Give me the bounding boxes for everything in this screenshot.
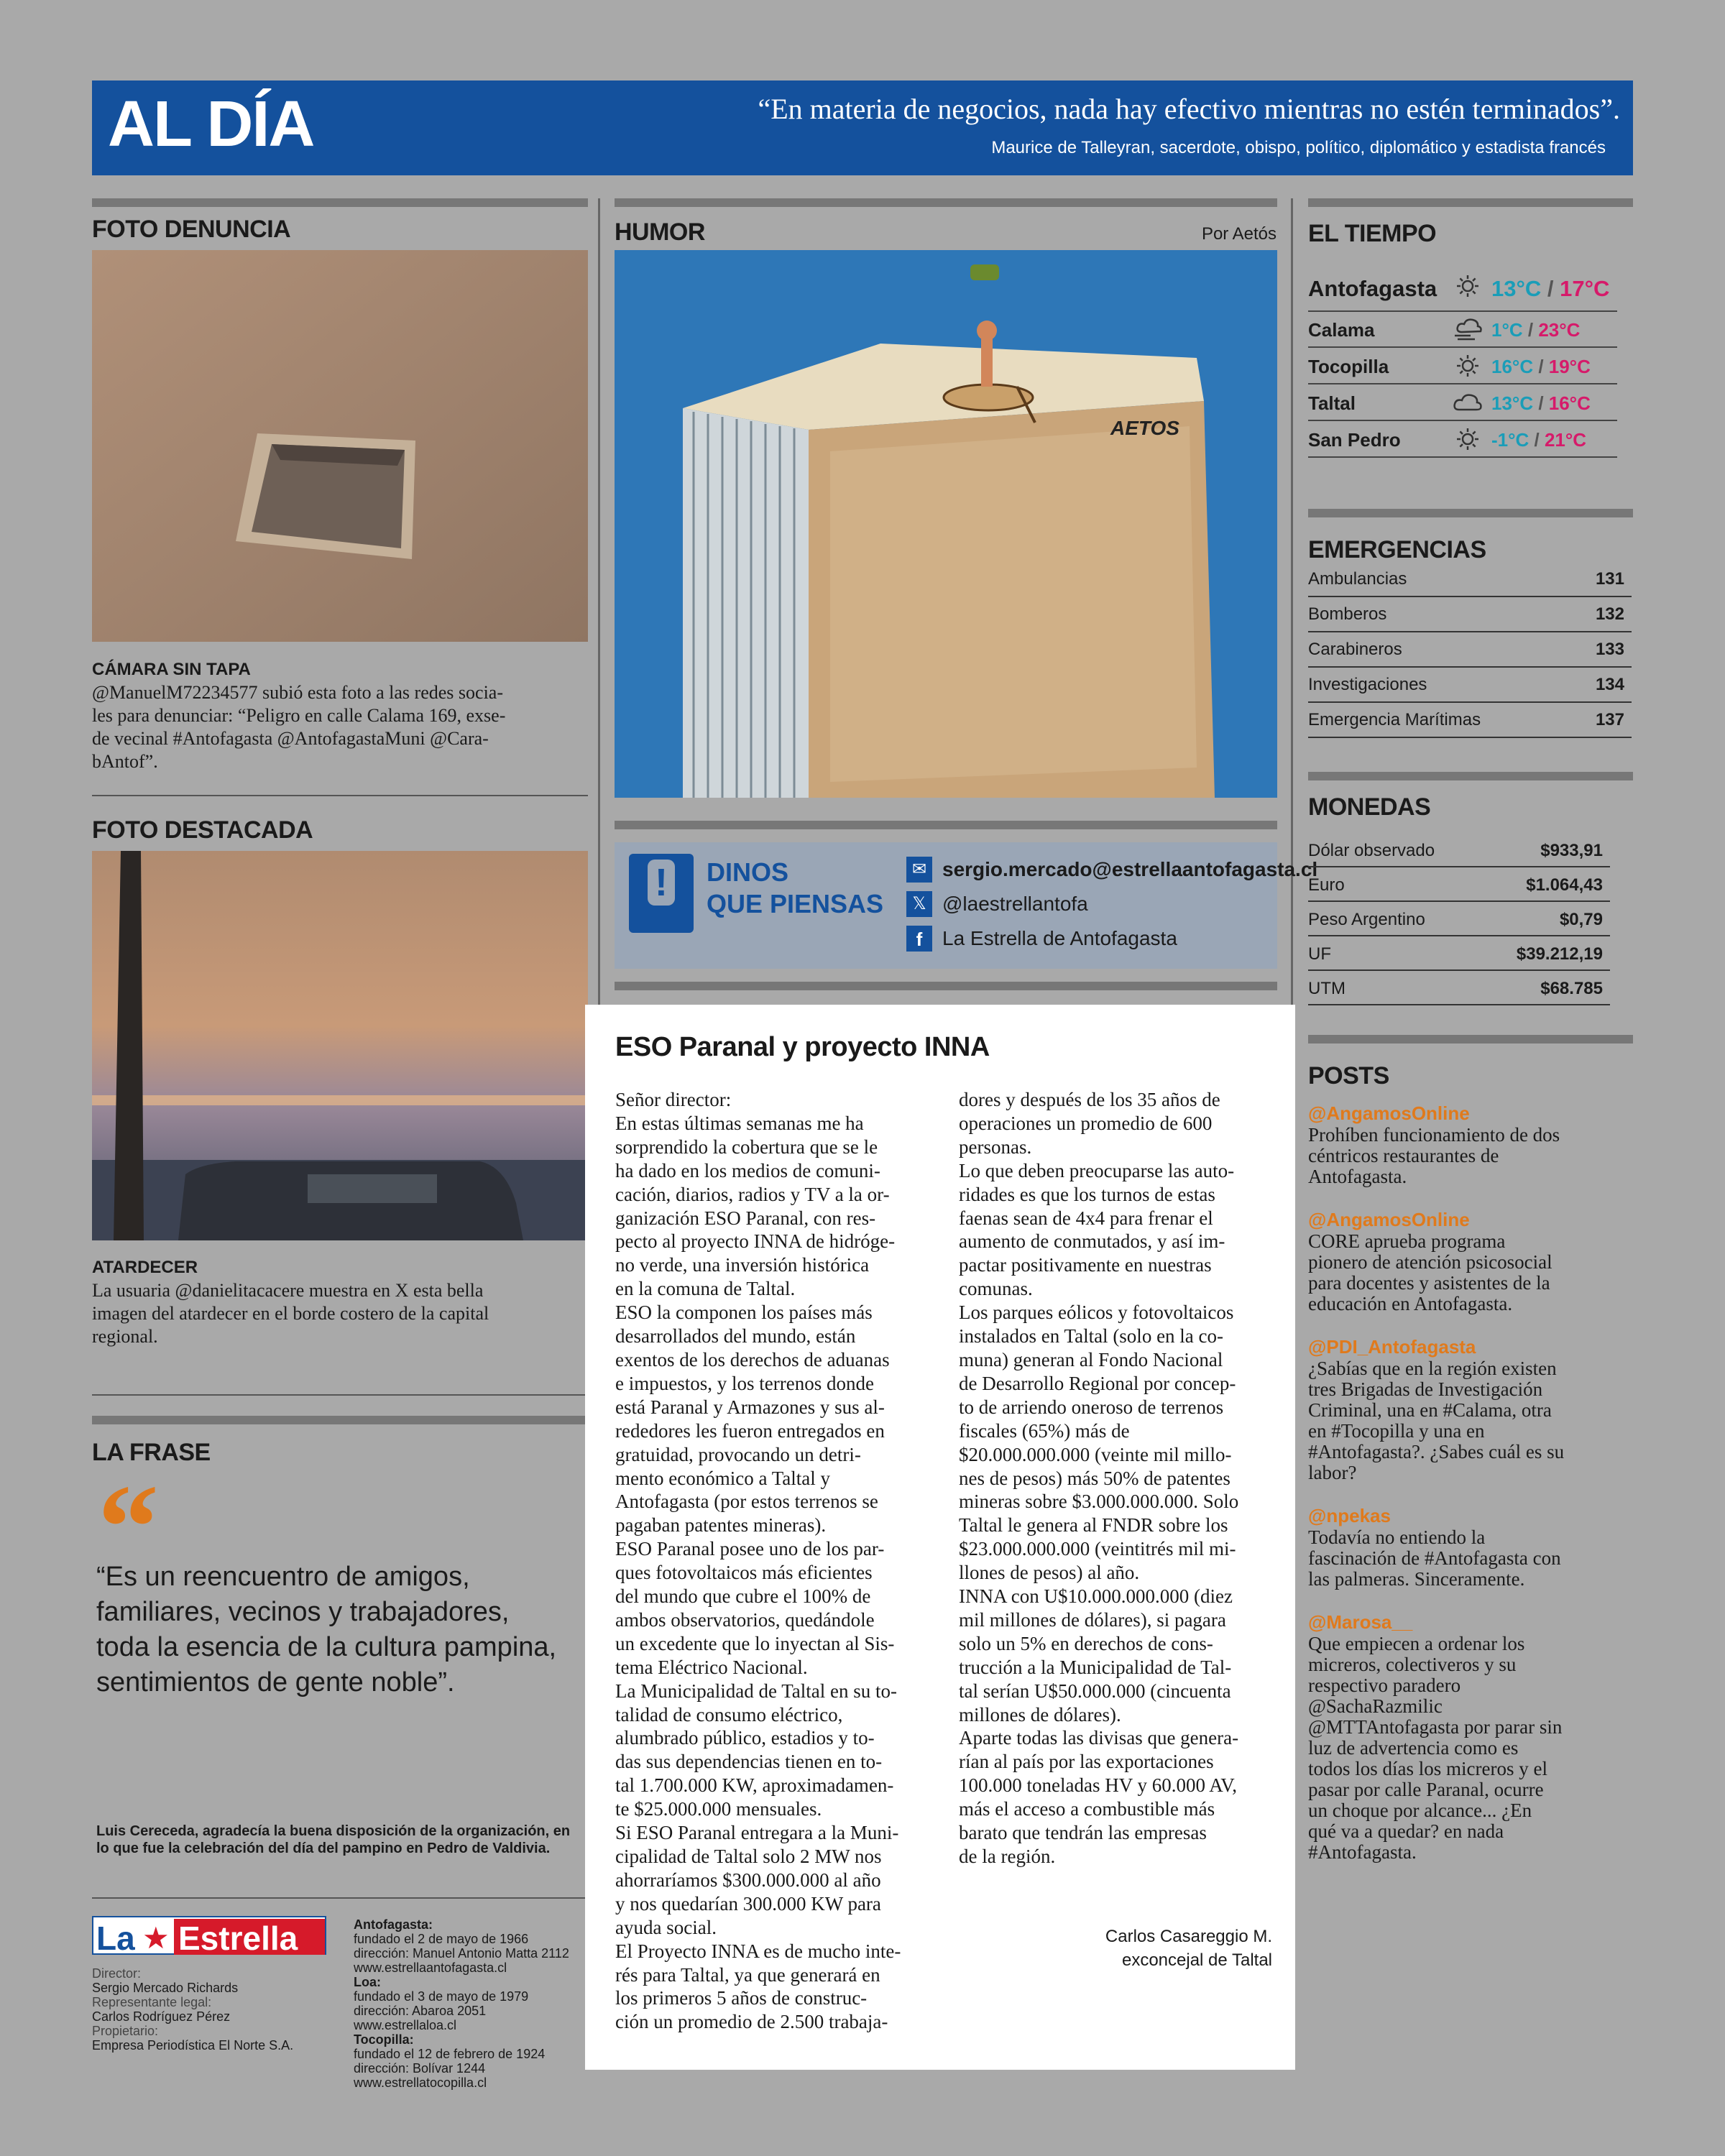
- weather-row: [1308, 422, 1617, 458]
- masthead-staff: [92, 1966, 322, 2053]
- weather-row: [1308, 385, 1617, 421]
- cartoon-signature: AETOS: [1110, 417, 1179, 439]
- post-line: pionero de atención psicosocial: [1308, 1251, 1552, 1273]
- letter-line: to de arriendo oneroso de terrenos: [959, 1396, 1224, 1418]
- letter-line: dores y después de los 35 años de: [959, 1089, 1220, 1110]
- letter-line: $23.000.000.000 (veintitrés mil mi-: [959, 1538, 1236, 1560]
- weather-temps: [1491, 319, 1580, 341]
- temp-max: 23°C: [1538, 319, 1581, 341]
- post-item: [1308, 1102, 1624, 1187]
- letter-line: nes de pesos) más 50% de patentes: [959, 1467, 1230, 1489]
- post-handle[interactable]: @PDI_Antofagasta: [1308, 1336, 1476, 1358]
- post-line: CORE aprueba programa: [1308, 1230, 1506, 1252]
- post-line: Que empiecen a ordenar los: [1308, 1633, 1525, 1654]
- temp-max: 19°C: [1548, 356, 1591, 377]
- letter-line: rededores les fueron entregados en: [615, 1419, 885, 1442]
- weather-temps: [1491, 392, 1591, 415]
- letter-line: ambos observatorios, quedándole: [615, 1608, 875, 1631]
- letter-line: Aparte todas las divisas que genera-: [959, 1727, 1239, 1749]
- letter-signature: Carlos Casareggio M. exconcejal de Taltal: [1105, 1927, 1272, 1970]
- post-handle[interactable]: @AngamosOnline: [1308, 1209, 1470, 1230]
- section-rule: [1308, 509, 1633, 517]
- letter-line: aumento de conmutados, y así im-: [959, 1230, 1225, 1253]
- weather-temps: [1491, 356, 1591, 378]
- post-item: [1308, 1209, 1624, 1314]
- post-handle[interactable]: @Marosa__: [1308, 1611, 1413, 1633]
- section-rule: [1308, 1035, 1633, 1044]
- letter-line: La Municipalidad de Taltal en su to-: [615, 1680, 898, 1702]
- post-line: labor?: [1308, 1462, 1357, 1483]
- currency-name: Dólar observado: [1308, 841, 1435, 860]
- section-rule: [92, 1416, 588, 1424]
- divider: [92, 795, 588, 796]
- currency-row: [1308, 868, 1610, 902]
- foto-denuncia-caption-title: CÁMARA SIN TAPA: [92, 660, 251, 679]
- letter-line: te $25.000.000 mensuales.: [615, 1798, 822, 1820]
- emergency-number[interactable]: 137: [1595, 710, 1624, 729]
- letter-line: Taltal le genera al FNDR sobre los: [959, 1514, 1228, 1537]
- letter-line: El Proyecto INNA es de mucho inte-: [615, 1940, 901, 1962]
- monedas-heading: MONEDAS: [1308, 793, 1431, 821]
- emergency-row: [1308, 703, 1632, 738]
- section-rule: [615, 198, 1277, 207]
- letter-line: comunas.: [959, 1278, 1033, 1300]
- post-item: [1308, 1611, 1624, 1863]
- letter-line: Si ESO Paranal entregara a la Muni-: [615, 1822, 899, 1844]
- letter-line: más el acceso a combustible más: [959, 1798, 1215, 1820]
- section-title: AL DÍA: [108, 88, 314, 160]
- letter-line: INNA con U$10.000.000.000 (diez: [959, 1585, 1233, 1608]
- letter-line: $20.000.000.000 (veinte mil millo-: [959, 1443, 1232, 1465]
- cloud-wind-icon: [1452, 316, 1484, 342]
- letter-line: millones de dólares).: [959, 1703, 1121, 1726]
- post-line: micreros, colectiveros y su: [1308, 1654, 1517, 1675]
- letter-line: mineras sobre $3.000.000.000. Solo: [959, 1491, 1239, 1513]
- temp-separator: /: [1533, 392, 1549, 414]
- star-icon: ★: [142, 1921, 170, 1955]
- sun-icon: [1452, 353, 1484, 379]
- emergency-name: Carabineros: [1308, 640, 1402, 659]
- weather-row: [1308, 312, 1617, 348]
- dinos-box: [615, 842, 1318, 969]
- letter-line: ques fotovoltaicos más eficientes: [615, 1562, 873, 1584]
- emergency-number[interactable]: 132: [1595, 604, 1624, 624]
- humor-byline: Por Aetós: [1201, 224, 1276, 244]
- cloud-icon: [1452, 390, 1484, 415]
- dinos-x-handle[interactable]: @laestrellantofa: [942, 893, 1088, 915]
- post-line: #Antofagasta?. ¿Sabes cuál es su: [1308, 1441, 1565, 1462]
- office-line: dirección: Manuel Antonio Matta 2112: [354, 1946, 569, 1961]
- weather-table: [1308, 269, 1633, 463]
- letter-column-1: [615, 1088, 946, 2034]
- weather-city: Antofagasta: [1308, 276, 1438, 301]
- currency-value: $68.785: [1540, 979, 1603, 998]
- facebook-icon: f: [906, 926, 932, 952]
- divider: [92, 1394, 588, 1396]
- letter-line: operaciones un promedio de 600: [959, 1112, 1213, 1134]
- office-line: fundado el 2 de mayo de 1966: [354, 1932, 529, 1946]
- office-line: www.estrellaloa.cl: [354, 2018, 457, 2032]
- emergency-row: [1308, 562, 1632, 597]
- letter-line: barato que tendrán las empresas: [959, 1822, 1207, 1844]
- temp-separator: /: [1541, 276, 1560, 301]
- post-line: #Antofagasta.: [1308, 1841, 1417, 1863]
- emergency-name: Ambulancias: [1308, 569, 1407, 589]
- letter-line: solo un 5% en derechos de cons-: [959, 1632, 1213, 1654]
- post-line: en #Tocopilla y una en: [1308, 1420, 1485, 1442]
- emergency-row: [1308, 668, 1632, 703]
- quote-mark-icon: “: [98, 1460, 159, 1595]
- currency-row: [1308, 972, 1610, 1005]
- section-rule: [1308, 772, 1633, 780]
- weather-row: [1308, 349, 1617, 384]
- post-line: tres Brigadas de Investigación: [1308, 1378, 1543, 1400]
- letter-line: fiscales (65%) más de: [959, 1419, 1130, 1442]
- post-line: un choque por alcance... ¿En: [1308, 1800, 1532, 1821]
- letter-line: de la región.: [959, 1846, 1056, 1867]
- dinos-facebook[interactable]: La Estrella de Antofagasta: [942, 927, 1177, 949]
- letter-line: gratuidad, provocando un detri-: [615, 1443, 861, 1465]
- letter-line: tema Eléctrico Nacional.: [615, 1656, 808, 1678]
- letter-line: llones de pesos) al año.: [959, 1562, 1140, 1584]
- post-line: céntricos restaurantes de: [1308, 1145, 1499, 1166]
- post-line: @SachaRazmilic: [1308, 1695, 1443, 1717]
- tiempo-heading: EL TIEMPO: [1308, 220, 1437, 247]
- staff-value: Empresa Periodística El Norte S.A.: [92, 2038, 294, 2053]
- humor-cartoon: [615, 250, 1277, 798]
- letter-line: trucción a la Municipalidad de Tal-: [959, 1656, 1232, 1678]
- letter-line: instalados en Taltal (solo en la co-: [959, 1325, 1224, 1348]
- letter-line: ha dado en los medios de comuni-: [615, 1159, 880, 1181]
- emergency-name: Bomberos: [1308, 604, 1387, 624]
- letter-line: sorprendido la cobertura que se le: [615, 1135, 878, 1158]
- temp-min: 16°C: [1491, 356, 1534, 377]
- banner-quote-author: Maurice de Talleyran, sacerdote, obispo, político, diplomático y estadista francés: [991, 138, 1606, 157]
- currency-row: [1308, 834, 1610, 867]
- temp-min: 13°C: [1491, 276, 1542, 301]
- office-line: dirección: Abaroa 2051: [354, 2004, 487, 2018]
- post-line: todos los días los micreros y el: [1308, 1758, 1547, 1779]
- weather-row: [1308, 269, 1617, 312]
- temp-min: 13°C: [1491, 392, 1534, 414]
- letter-line: en la comuna de Taltal.: [615, 1278, 796, 1300]
- post-line: Prohíben funcionamiento de dos: [1308, 1124, 1560, 1146]
- post-line: @MTTAntofagasta por parar sin: [1308, 1716, 1563, 1738]
- section-rule: [92, 198, 588, 207]
- temp-separator: /: [1529, 429, 1545, 451]
- letter-line: tal 1.700.000 KW, aproximadamen-: [615, 1774, 894, 1797]
- section-rule: [1308, 198, 1633, 207]
- letter-line: e impuestos, y los terrenos donde: [615, 1372, 874, 1394]
- post-line: respectivo paradero: [1308, 1674, 1461, 1696]
- letter-line: das sus dependencias tienen en to-: [615, 1751, 883, 1773]
- letter-line: un excedente que lo inyectan al Sis-: [615, 1632, 895, 1654]
- temp-min: -1°C: [1491, 429, 1530, 451]
- letter-line: de Desarrollo Regional por concep-: [959, 1372, 1236, 1394]
- letter-line: cación, diarios, radios y TV a la or-: [615, 1183, 890, 1205]
- foto-denuncia-heading: FOTO DENUNCIA: [92, 216, 291, 243]
- posts-heading: POSTS: [1308, 1062, 1389, 1089]
- emergency-number[interactable]: 131: [1595, 569, 1624, 589]
- letter-line: faenas sean de 4x4 para frenar el: [959, 1207, 1213, 1229]
- emergency-name: Investigaciones: [1308, 675, 1427, 694]
- letter-line: Lo que deben preocuparse las auto-: [959, 1159, 1235, 1181]
- page-banner: [92, 80, 1633, 175]
- weather-city: Tocopilla: [1308, 356, 1389, 377]
- office-line: www.estrellatocopilla.cl: [354, 2076, 487, 2090]
- letter-line: mento económico a Taltal y: [615, 1467, 831, 1489]
- dinos-title: DINOS QUE PIENSAS: [707, 857, 884, 918]
- mail-icon: ✉: [906, 857, 932, 883]
- post-handle[interactable]: @npekas: [1308, 1505, 1391, 1526]
- post-line: para docentes y asistentes de la: [1308, 1272, 1550, 1294]
- currency-name: Euro: [1308, 875, 1345, 895]
- letter-line: pecto al proyecto INNA de hidróge-: [615, 1230, 896, 1253]
- post-line: ¿Sabías que en la región existen: [1308, 1358, 1557, 1379]
- post-line: Criminal, una en #Calama, otra: [1308, 1399, 1552, 1421]
- letter-line: ción un promedio de 2.500 trabaja-: [615, 2011, 888, 2033]
- temp-max: 16°C: [1548, 392, 1591, 414]
- currency-row: [1308, 903, 1610, 936]
- foto-denuncia-caption: @ManuelM72234577 subió esta foto a las redes socia- les para denunciar: “Peligro en calle Calama 169, exse- de vecinal #Antofagasta @AntofagastaMuni @Cara- bAntof”.: [92, 682, 506, 772]
- emergency-number[interactable]: 134: [1595, 675, 1624, 694]
- temp-max: 21°C: [1544, 429, 1587, 451]
- speech-bubble-icon: !: [629, 854, 694, 933]
- staff-value: Sergio Mercado Richards: [92, 1981, 239, 1995]
- foto-destacada-caption: La usuaria @danielitacacere muestra en X esta bella imagen del atardecer en el borde costero de la capital regional.: [92, 1280, 489, 1347]
- emergency-row: [1308, 632, 1632, 668]
- post-line: educación en Antofagasta.: [1308, 1293, 1513, 1314]
- section-rule: [615, 821, 1277, 829]
- emergencias-table: [1308, 562, 1633, 749]
- office-head: Loa:: [354, 1975, 381, 1989]
- currency-value: $1.064,43: [1526, 875, 1603, 895]
- foto-destacada-photo: [92, 851, 588, 1240]
- weather-city: Taltal: [1308, 392, 1356, 414]
- weather-city: Calama: [1308, 319, 1375, 341]
- temp-separator: /: [1533, 356, 1549, 377]
- humor-heading: HUMOR: [615, 218, 705, 246]
- letter-line: tal serían U$50.000.000 (cincuenta: [959, 1680, 1231, 1702]
- letter-line: cipalidad de Taltal solo 2 MW nos: [615, 1846, 882, 1867]
- letter-line: pactar positivamente en nuestras: [959, 1254, 1212, 1276]
- la-frase-heading: LA FRASE: [92, 1439, 211, 1466]
- letter-line: 100.000 toneladas HV y 60.000 AV,: [959, 1774, 1238, 1797]
- la-frase-attribution: Luis Cereceda, agradecía la buena disposición de la organización, en lo que fue la celebración del día del pampino en Pedro de Valdivia.: [96, 1823, 571, 1856]
- letter-title: ESO Paranal y proyecto INNA: [615, 1032, 990, 1062]
- letter-line: ESO la componen los países más: [615, 1302, 873, 1324]
- sun-icon: [1452, 426, 1484, 452]
- divider: [92, 1897, 588, 1899]
- letter-line: personas.: [959, 1135, 1032, 1158]
- emergency-name: Emergencia Marítimas: [1308, 710, 1481, 729]
- weather-temps: [1491, 276, 1609, 302]
- staff-label: Director:: [92, 1966, 142, 1981]
- post-item: [1308, 1505, 1624, 1590]
- letter-line: muna) generan al Fondo Nacional: [959, 1348, 1223, 1370]
- currency-value: $39.212,19: [1516, 944, 1603, 964]
- letter-line: no verde, una inversión histórica: [615, 1254, 870, 1276]
- letter-line: los primeros 5 años de construc-: [615, 1987, 868, 2009]
- letter-panel: [585, 1005, 1295, 2070]
- letter-line: ridades es que los turnos de estas: [959, 1183, 1215, 1205]
- staff-value: Carlos Rodríguez Pérez: [92, 2009, 231, 2024]
- letter-line: ESO Paranal posee uno de los par-: [615, 1538, 885, 1560]
- currency-row: [1308, 937, 1610, 971]
- banner-quote: “En materia de negocios, nada hay efectivo mientras no estén terminados”.: [758, 93, 1620, 125]
- post-item: [1308, 1336, 1624, 1483]
- letter-line: ahorraríamos $300.000.000 al año: [615, 1869, 881, 1891]
- letter-line: Los parques eólicos y fotovoltaicos: [959, 1302, 1234, 1324]
- currency-value: $0,79: [1559, 910, 1603, 929]
- letter-line: En estas últimas semanas me ha: [615, 1112, 864, 1134]
- currency-name: UF: [1308, 944, 1331, 964]
- office-head: Tocopilla:: [354, 2032, 414, 2047]
- post-line: fascinación de #Antofagasta con: [1308, 1547, 1561, 1569]
- staff-label: Propietario:: [92, 2024, 159, 2038]
- weather-temps: [1491, 429, 1586, 451]
- post-line: pasar por calle Paranal, ocurre: [1308, 1779, 1544, 1800]
- staff-label: Representante legal:: [92, 1995, 212, 2009]
- letter-line: ganización ESO Paranal, con res-: [615, 1207, 876, 1229]
- posts-list: [1308, 1102, 1624, 1863]
- currency-value: $933,91: [1540, 841, 1603, 860]
- letter-line: talidad de consumo eléctrico,: [615, 1703, 843, 1726]
- letter-line: Señor director:: [615, 1089, 732, 1110]
- temp-min: 1°C: [1491, 319, 1523, 341]
- letter-line: Antofagasta (por estos terrenos se: [615, 1491, 878, 1513]
- dinos-email[interactable]: sergio.mercado@estrellaantofagasta.cl: [942, 858, 1318, 880]
- emergencias-heading: EMERGENCIAS: [1308, 536, 1486, 563]
- monedas-table: [1308, 834, 1633, 1013]
- letter-line: del mundo que cubre el 100% de: [615, 1585, 871, 1608]
- sun-icon: [1452, 273, 1484, 299]
- currency-name: UTM: [1308, 979, 1346, 998]
- masthead-offices: [354, 1917, 591, 2090]
- post-line: luz de advertencia como es: [1308, 1737, 1519, 1759]
- letter-line: exentos de los derechos de aduanas: [615, 1348, 890, 1370]
- letter-line: alumbrado público, estadios y to-: [615, 1727, 875, 1749]
- letter-line: pagaban patentes mineras).: [615, 1514, 827, 1537]
- newspaper-logo: La ★ Estrella: [92, 1916, 326, 1955]
- letter-line: y nos quedarían 300.000 KW para: [615, 1892, 881, 1915]
- post-line: Antofagasta.: [1308, 1166, 1407, 1187]
- foto-destacada-caption-title: ATARDECER: [92, 1258, 198, 1277]
- x-icon: 𝕏: [906, 891, 932, 917]
- letter-line: rés para Taltal, ya que generará en: [615, 1963, 880, 1986]
- letter-line: mil millones de dólares), si pagara: [959, 1608, 1226, 1631]
- letter-line: está Paranal y Armazones y sus al-: [615, 1396, 885, 1418]
- office-head: Antofagasta:: [354, 1917, 433, 1932]
- letter-line: ayuda social.: [615, 1916, 717, 1938]
- temp-separator: /: [1522, 319, 1539, 341]
- foto-destacada-heading: FOTO DESTACADA: [92, 816, 313, 844]
- weather-city: San Pedro: [1308, 429, 1401, 451]
- post-line: las palmeras. Sinceramente.: [1308, 1568, 1525, 1590]
- letter-column-2: [959, 1088, 1282, 1869]
- office-line: www.estrellaantofagasta.cl: [354, 1961, 507, 1975]
- currency-name: Peso Argentino: [1308, 910, 1425, 929]
- letter-line: rían al país por las exportaciones: [959, 1751, 1214, 1773]
- emergency-row: [1308, 597, 1632, 632]
- section-rule: [615, 982, 1277, 990]
- temp-max: 17°C: [1560, 276, 1610, 301]
- letter-line: desarrollados del mundo, están: [615, 1325, 856, 1348]
- post-line: Todavía no entiendo la: [1308, 1526, 1486, 1548]
- office-line: dirección: Bolívar 1244: [354, 2061, 486, 2076]
- foto-denuncia-photo: [92, 250, 588, 642]
- post-handle[interactable]: @AngamosOnline: [1308, 1102, 1470, 1124]
- la-frase-quote: “Es un reencuentro de amigos, familiares, vecinos y trabajadores, toda la esencia de la cultura pampina, sentimientos de gente noble”.: [96, 1562, 557, 1697]
- office-line: fundado el 3 de mayo de 1979: [354, 1989, 529, 2004]
- office-line: fundado el 12 de febrero de 1924: [354, 2047, 546, 2061]
- post-line: qué va a quedar? en nada: [1308, 1820, 1504, 1842]
- emergency-number[interactable]: 133: [1595, 640, 1624, 659]
